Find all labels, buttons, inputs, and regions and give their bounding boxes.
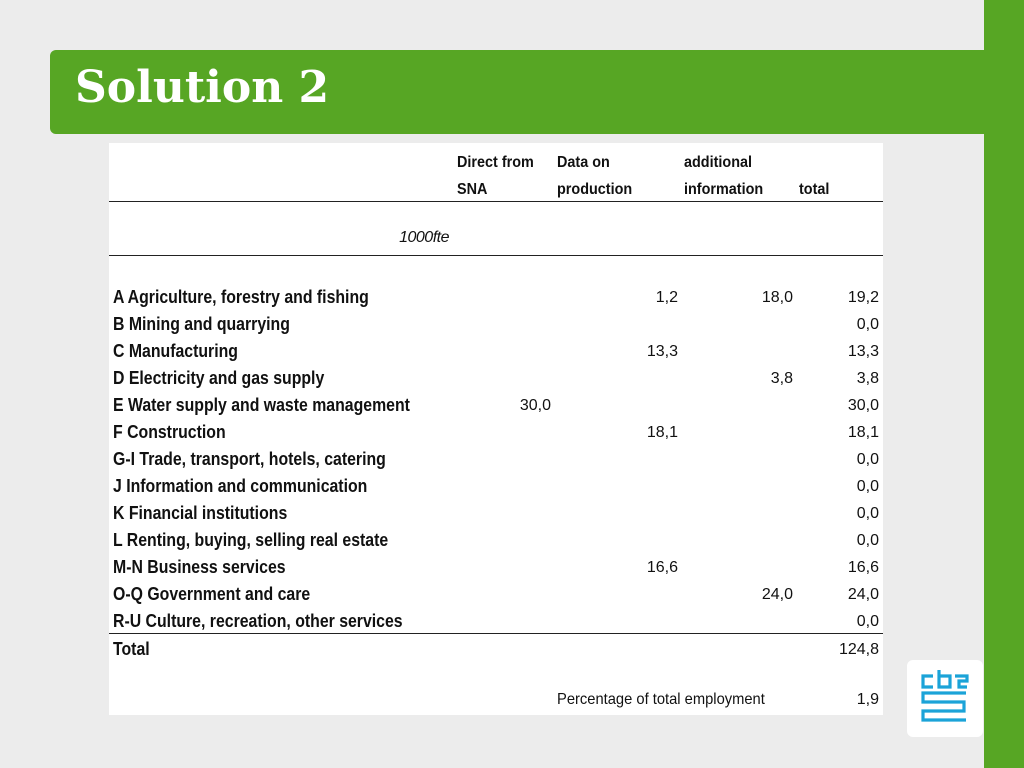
table-row bbox=[109, 500, 883, 527]
row-label: J Information and communication bbox=[113, 476, 368, 496]
additional-value: 18,0 bbox=[761, 289, 793, 306]
total-value: 0,0 bbox=[856, 532, 879, 549]
col-header-sna-line1: Direct from bbox=[457, 154, 534, 171]
table-row bbox=[109, 419, 883, 446]
total-value: 19,2 bbox=[847, 289, 879, 306]
cbs-logo bbox=[907, 660, 983, 737]
col-header-additional-line2: information bbox=[684, 181, 764, 198]
unit-label: 1000fte bbox=[399, 229, 449, 246]
additional-value: 24,0 bbox=[761, 586, 793, 603]
row-label: K Financial institutions bbox=[113, 503, 288, 523]
row-label: O-Q Government and care bbox=[113, 584, 311, 604]
production-value: 13,3 bbox=[646, 343, 678, 360]
table-row bbox=[109, 284, 883, 311]
table-row bbox=[109, 581, 883, 608]
total-label: Total bbox=[113, 639, 150, 659]
total-value: 0,0 bbox=[856, 316, 879, 333]
title-band bbox=[50, 50, 984, 134]
row-label: E Water supply and waste management bbox=[113, 395, 410, 415]
total-value: 30,0 bbox=[847, 397, 879, 414]
total-value: 124,8 bbox=[838, 641, 879, 658]
col-header-additional-line1: additional bbox=[684, 154, 753, 171]
row-label: M-N Business services bbox=[113, 557, 286, 577]
slide-title: Solution 2 bbox=[75, 62, 330, 113]
total-value: 3,8 bbox=[856, 370, 879, 387]
table-row bbox=[109, 527, 883, 554]
cbs-logo-icon bbox=[907, 660, 983, 737]
col-header-sna-line2: SNA bbox=[457, 181, 488, 198]
col-header-production-line1: Data on bbox=[557, 154, 610, 171]
sna-value: 30,0 bbox=[519, 397, 551, 414]
percentage-label: Percentage of total employment bbox=[557, 691, 765, 708]
row-label: B Mining and quarrying bbox=[113, 314, 290, 334]
right-accent-bar bbox=[984, 0, 1024, 768]
production-value: 16,6 bbox=[646, 559, 678, 576]
row-label: L Renting, buying, selling real estate bbox=[113, 530, 389, 550]
row-label: A Agriculture, forestry and fishing bbox=[113, 287, 369, 307]
unit-rule bbox=[109, 255, 883, 256]
table-row bbox=[109, 338, 883, 365]
table-row bbox=[109, 365, 883, 392]
total-value: 0,0 bbox=[856, 451, 879, 468]
total-value: 18,1 bbox=[847, 424, 879, 441]
total-value: 0,0 bbox=[856, 613, 879, 630]
total-value: 24,0 bbox=[847, 586, 879, 603]
production-value: 18,1 bbox=[646, 424, 678, 441]
table-row bbox=[109, 473, 883, 500]
col-header-total: total bbox=[799, 181, 830, 198]
row-label: G-I Trade, transport, hotels, catering bbox=[113, 449, 386, 469]
total-value: 0,0 bbox=[856, 478, 879, 495]
employment-table bbox=[109, 143, 883, 715]
additional-value: 3,8 bbox=[770, 370, 793, 387]
production-value: 1,2 bbox=[655, 289, 678, 306]
row-label: R-U Culture, recreation, other services bbox=[113, 611, 403, 631]
table-row bbox=[109, 311, 883, 338]
total-rule bbox=[109, 633, 883, 634]
table-row bbox=[109, 446, 883, 473]
total-value: 0,0 bbox=[856, 505, 879, 522]
table-row bbox=[109, 392, 883, 419]
row-label: F Construction bbox=[113, 422, 226, 442]
total-value: 13,3 bbox=[847, 343, 879, 360]
percentage-value: 1,9 bbox=[856, 691, 879, 708]
table-row bbox=[109, 608, 883, 635]
table-row bbox=[109, 554, 883, 581]
total-value: 16,6 bbox=[847, 559, 879, 576]
col-header-production-line2: production bbox=[557, 181, 633, 198]
row-label: C Manufacturing bbox=[113, 341, 238, 361]
row-label: D Electricity and gas supply bbox=[113, 368, 325, 388]
header-rule bbox=[109, 201, 883, 202]
total-row bbox=[109, 636, 883, 663]
